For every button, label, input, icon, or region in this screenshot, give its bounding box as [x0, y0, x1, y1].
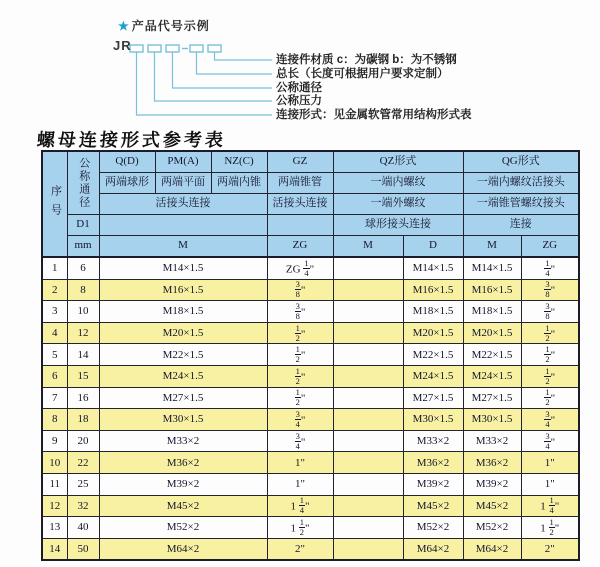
- code-label-material: 连接件材质 c：为碳钢 b：为不锈钢: [276, 54, 457, 66]
- cell-qz-m: [333, 409, 403, 431]
- cell-m-thread: M14×1.5: [99, 257, 267, 279]
- header-qz-d: D: [403, 236, 463, 258]
- cell-qg-zg: $\frac{1}{2}$ ": [521, 365, 579, 387]
- header-qz-sub1: 一端内螺纹: [333, 173, 463, 194]
- cell-gz: $\frac{1}{2}$ ": [267, 387, 333, 409]
- cell-dn: 20: [67, 430, 99, 452]
- cell-qg-zg: $\frac{1}{2}$ ": [521, 322, 579, 344]
- cell-qg-zg: $\frac{3}{8}$ ": [521, 279, 579, 301]
- cell-serial: 2: [42, 279, 67, 301]
- cell-gz: ZG $\frac{1}{4}$ ": [267, 257, 333, 279]
- header-qz-sub2: 一端外螺纹: [333, 194, 463, 215]
- table-header: [42, 151, 579, 257]
- header-qg-form: QG形式: [463, 151, 579, 173]
- cell-serial: 1: [42, 257, 67, 279]
- table-row: [42, 365, 579, 387]
- header-q-sub: 两端球形: [99, 173, 155, 194]
- cell-qg-zg: $\frac{1}{2}$ ": [521, 387, 579, 409]
- cell-qz-m: [333, 473, 403, 495]
- header-qg-connection: 连接: [463, 215, 579, 236]
- cell-m-thread: M27×1.5: [99, 387, 267, 409]
- cell-qg-m: M30×1.5: [463, 409, 521, 431]
- cell-qg-m: M14×1.5: [463, 257, 521, 279]
- cell-serial: 14: [42, 538, 67, 560]
- cell-qg-m: M27×1.5: [463, 387, 521, 409]
- cell-qz-d: M14×1.5: [403, 257, 463, 279]
- cell-qg-zg: $\frac{3}{8}$ ": [521, 301, 579, 323]
- header-q: Q(D): [99, 151, 155, 173]
- cell-m-thread: M24×1.5: [99, 365, 267, 387]
- header-qg-zg: ZG: [521, 236, 579, 258]
- cell-serial: 4: [42, 322, 67, 344]
- star-icon: ★: [118, 19, 130, 33]
- product-code-prefix: JR: [113, 38, 132, 53]
- cell-dn: 6: [67, 257, 99, 279]
- cell-gz: 1": [267, 452, 333, 474]
- cell-dn: 16: [67, 387, 99, 409]
- cell-qz-m: [333, 495, 403, 517]
- cell-gz: 1 $\frac{1}{4}$ ": [267, 495, 333, 517]
- cell-qg-m: M22×1.5: [463, 344, 521, 366]
- cell-gz: $\frac{3}{8}$ ": [267, 279, 333, 301]
- cell-m-thread: M22×1.5: [99, 344, 267, 366]
- header-nominal-diameter: 公称通径: [67, 151, 99, 215]
- cell-qz-d: M36×2: [403, 452, 463, 474]
- code-label-length: 总长（长度可根据用户要求定制）: [276, 68, 449, 80]
- table-row: [42, 452, 579, 474]
- table-row: [42, 344, 579, 366]
- cell-gz: $\frac{3}{4}$ ": [267, 409, 333, 431]
- table-row: [42, 517, 579, 539]
- code-label-connection: 连接形式：见金属软管常用结构形式表: [276, 109, 472, 121]
- cell-serial: 3: [42, 301, 67, 323]
- header-pm: PM(A): [155, 151, 211, 173]
- cell-gz: $\frac{3}{4}$ ": [267, 430, 333, 452]
- cell-qg-m: M45×2: [463, 495, 521, 517]
- cell-qz-d: M64×2: [403, 538, 463, 560]
- cell-qz-d: M33×2: [403, 430, 463, 452]
- cell-dn: 15: [67, 365, 99, 387]
- cell-qg-m: M36×2: [463, 452, 521, 474]
- cell-qz-m: [333, 430, 403, 452]
- cell-qz-m: [333, 538, 403, 560]
- cell-serial: 8: [42, 409, 67, 431]
- cell-qz-m: [333, 279, 403, 301]
- cell-qz-d: M45×2: [403, 495, 463, 517]
- cell-qz-m: [333, 322, 403, 344]
- header-qz-connection: 球形接头连接: [333, 215, 463, 236]
- header-blank-d1: [99, 215, 267, 236]
- cell-qz-d: M39×2: [403, 473, 463, 495]
- cell-qg-zg: $\frac{1}{4}$ ": [521, 257, 579, 279]
- cell-qg-zg: $\frac{1}{2}$ ": [521, 344, 579, 366]
- cell-m-thread: M39×2: [99, 473, 267, 495]
- cell-qg-zg: 2": [521, 538, 579, 560]
- cell-m-thread: M45×2: [99, 495, 267, 517]
- header-qg-m: M: [463, 236, 521, 258]
- cell-qz-m: [333, 344, 403, 366]
- header-qz-m: M: [333, 236, 403, 258]
- cell-qz-m: [333, 301, 403, 323]
- table-body: [42, 257, 579, 560]
- cell-qg-zg: $\frac{3}{4}$ ": [521, 409, 579, 431]
- cell-qz-d: M20×1.5: [403, 322, 463, 344]
- table-row: [42, 322, 579, 344]
- header-serial: 序号: [42, 151, 67, 257]
- cell-dn: 8: [67, 279, 99, 301]
- cell-qg-m: M24×1.5: [463, 365, 521, 387]
- table-row: [42, 495, 579, 517]
- cell-qg-zg: 1 $\frac{1}{2}$ ": [521, 517, 579, 539]
- header-qg-sub2: 一端锥管螺纹接头: [463, 194, 579, 215]
- cell-dn: 50: [67, 538, 99, 560]
- cell-qz-d: M30×1.5: [403, 409, 463, 431]
- header-m-thread: M: [99, 236, 267, 258]
- cell-gz: $\frac{1}{2}$ ": [267, 322, 333, 344]
- cell-qz-m: [333, 257, 403, 279]
- cell-gz: 1 $\frac{1}{2}$ ": [267, 517, 333, 539]
- cell-gz: $\frac{1}{2}$ ": [267, 365, 333, 387]
- cell-gz: 1": [267, 473, 333, 495]
- header-d1: D1: [67, 215, 99, 236]
- cell-qg-m: M33×2: [463, 430, 521, 452]
- diagram-title: [118, 17, 210, 34]
- cell-qz-d: M27×1.5: [403, 387, 463, 409]
- cell-dn: 10: [67, 301, 99, 323]
- cell-dn: 14: [67, 344, 99, 366]
- cell-qg-zg: 1": [521, 452, 579, 474]
- cell-serial: 13: [42, 517, 67, 539]
- cell-dn: 12: [67, 322, 99, 344]
- table-row: [42, 473, 579, 495]
- table-row: [42, 301, 579, 323]
- cell-serial: 12: [42, 495, 67, 517]
- table-row: [42, 279, 579, 301]
- cell-m-thread: M18×1.5: [99, 301, 267, 323]
- header-nz-sub: 两端内锥: [211, 173, 267, 194]
- cell-dn: 18: [67, 409, 99, 431]
- table-title: 螺母连接形式参考表: [36, 130, 227, 150]
- header-gz-sub: 两端锥管: [267, 173, 333, 194]
- cell-serial: 7: [42, 387, 67, 409]
- header-gz-connection: 活接头连接: [267, 194, 333, 215]
- cell-qz-m: [333, 452, 403, 474]
- header-gz: GZ: [267, 151, 333, 173]
- header-qg-sub1: 一端内螺纹活接头: [463, 173, 579, 194]
- code-label-pressure: 公称压力: [276, 95, 322, 107]
- cell-dn: 32: [67, 495, 99, 517]
- cell-qg-zg: 1": [521, 473, 579, 495]
- cell-m-thread: M30×1.5: [99, 409, 267, 431]
- header-nz: NZ(C): [211, 151, 267, 173]
- header-mm: mm: [67, 236, 99, 258]
- cell-qz-m: [333, 517, 403, 539]
- diagram-title-text: 产品代号示例: [131, 19, 210, 33]
- cell-qg-m: M39×2: [463, 473, 521, 495]
- cell-serial: 11: [42, 473, 67, 495]
- header-pm-sub: 两端平面: [155, 173, 211, 194]
- table-row: [42, 538, 579, 560]
- cell-qg-m: M64×2: [463, 538, 521, 560]
- header-zg-thread: ZG: [267, 236, 333, 258]
- cell-serial: 6: [42, 365, 67, 387]
- cell-qz-d: M22×1.5: [403, 344, 463, 366]
- header-blank-gz: [267, 215, 333, 236]
- cell-qz-d: M18×1.5: [403, 301, 463, 323]
- header-qz-form: QZ形式: [333, 151, 463, 173]
- cell-m-thread: M64×2: [99, 538, 267, 560]
- cell-dn: 25: [67, 473, 99, 495]
- cell-dn: 40: [67, 517, 99, 539]
- header-union-connection: 活接头连接: [99, 194, 267, 215]
- cell-qz-d: M52×2: [403, 517, 463, 539]
- cell-qz-m: [333, 365, 403, 387]
- cell-qg-zg: 1 $\frac{1}{4}$ ": [521, 495, 579, 517]
- table-row: [42, 430, 579, 452]
- table-row: [42, 409, 579, 431]
- cell-gz: $\frac{1}{2}$ ": [267, 344, 333, 366]
- cell-qg-zg: $\frac{3}{4}$ ": [521, 430, 579, 452]
- cell-qz-d: M16×1.5: [403, 279, 463, 301]
- reference-table: [41, 150, 580, 561]
- cell-qg-m: M18×1.5: [463, 301, 521, 323]
- cell-qg-m: M52×2: [463, 517, 521, 539]
- cell-gz: 2": [267, 538, 333, 560]
- cell-m-thread: M16×1.5: [99, 279, 267, 301]
- cell-dn: 22: [67, 452, 99, 474]
- cell-serial: 9: [42, 430, 67, 452]
- cell-m-thread: M36×2: [99, 452, 267, 474]
- cell-qz-d: M24×1.5: [403, 365, 463, 387]
- cell-m-thread: M33×2: [99, 430, 267, 452]
- cell-serial: 10: [42, 452, 67, 474]
- table-row: [42, 387, 579, 409]
- cell-qg-m: M20×1.5: [463, 322, 521, 344]
- code-label-diameter: 公称通径: [276, 82, 322, 94]
- cell-m-thread: M52×2: [99, 517, 267, 539]
- cell-qz-m: [333, 387, 403, 409]
- cell-m-thread: M20×1.5: [99, 322, 267, 344]
- table-row: [42, 257, 579, 279]
- cell-serial: 5: [42, 344, 67, 366]
- cell-qg-m: M16×1.5: [463, 279, 521, 301]
- cell-gz: $\frac{3}{8}$ ": [267, 301, 333, 323]
